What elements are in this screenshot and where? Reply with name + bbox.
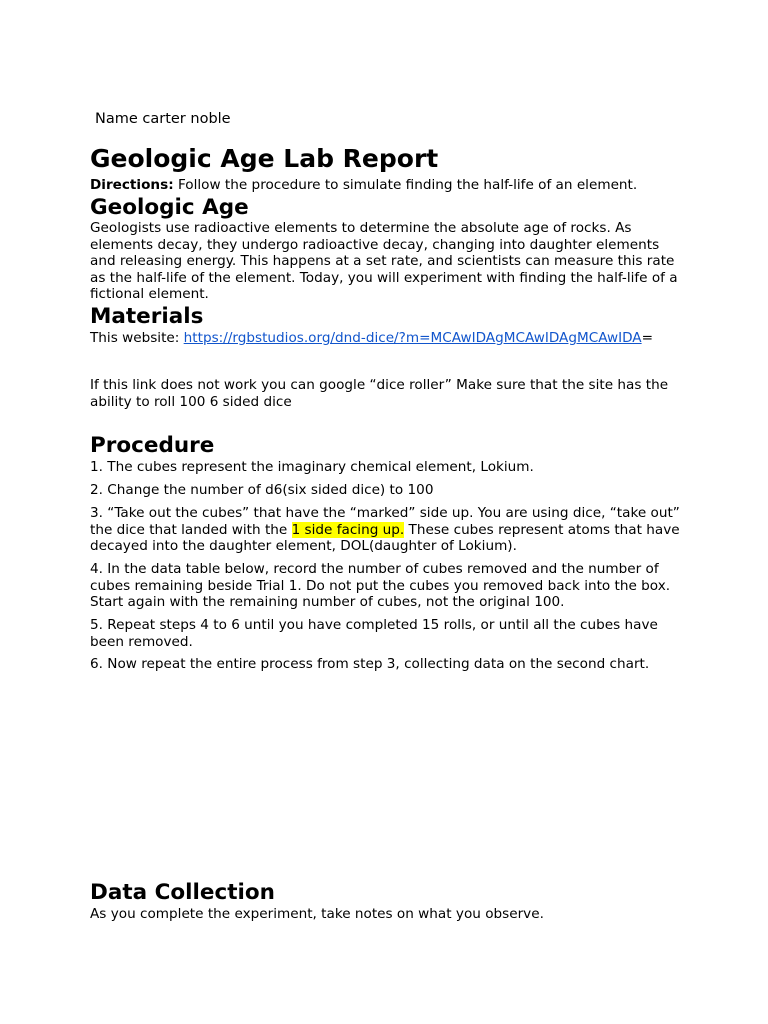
procedure-step-1: 1. The cubes represent the imaginary chemical element, Lokium. (90, 459, 534, 475)
geologic-age-paragraph: Geologists use radioactive elements to determine the absolute age of rocks. As elements decay, they undergo radioactive decay, changing into daughter elements and releasing energy. This happens at a set rate, and scientists can measure this rate as the half-life of the element. Today, you will experiment with finding the half-life of a fictional element. (90, 220, 678, 303)
geologic-age-heading: Geologic Age (90, 195, 249, 220)
materials-heading: Materials (90, 304, 204, 329)
highlighted-phrase: 1 side facing up. (291, 521, 405, 538)
procedure-step-2: 2. Change the number of d6(six sided dice) to 100 (90, 482, 434, 498)
materials-note: If this link does not work you can google “dice roller” Make sure that the site has the ability to roll 100 6 sided dice (90, 377, 669, 410)
materials-website-line (90, 330, 680, 347)
procedure-step-3-start: 3. “Take out the cubes” that have the “marked” side up. You are using dice, “take out” the dice that landed with the (90, 505, 680, 538)
directions-label: Directions: (90, 177, 174, 193)
directions-line (90, 177, 680, 194)
data-collection-heading: Data Collection (90, 880, 275, 905)
procedure-step-6: 6. Now repeat the entire process from step 3, collecting data on the second chart. (90, 656, 650, 672)
data-collection-text: As you complete the experiment, take notes on what you observe. (90, 906, 544, 922)
student-name-line: Name carter noble (95, 111, 231, 127)
procedure-step-5: 5. Repeat steps 4 to 6 until you have completed 15 rolls, or until all the cubes have been removed. (90, 617, 658, 650)
page-title: Geologic Age Lab Report (90, 144, 439, 173)
procedure-heading: Procedure (90, 433, 215, 458)
materials-prefix: This website: (90, 330, 184, 346)
procedure-step-4: 4. In the data table below, record the number of cubes removed and the number of cubes remaining beside Trial 1. Do not put the cubes you removed back into the box. Start again with the remaining number of cubes, not the original 100. (90, 561, 671, 611)
dice-roller-link[interactable]: https://rgbstudios.org/dnd-dice/?m=MCAwIDAgMCAwIDAgMCAwIDA (183, 330, 642, 346)
procedure-step-3 (90, 505, 680, 555)
directions-text: Follow the procedure to simulate finding the half-life of an element. (177, 177, 638, 193)
procedure-step-3-end: These cubes represent atoms that have decayed into the daughter element, DOL(daughter of Lokium). (90, 521, 680, 555)
materials-suffix: = (641, 330, 654, 346)
